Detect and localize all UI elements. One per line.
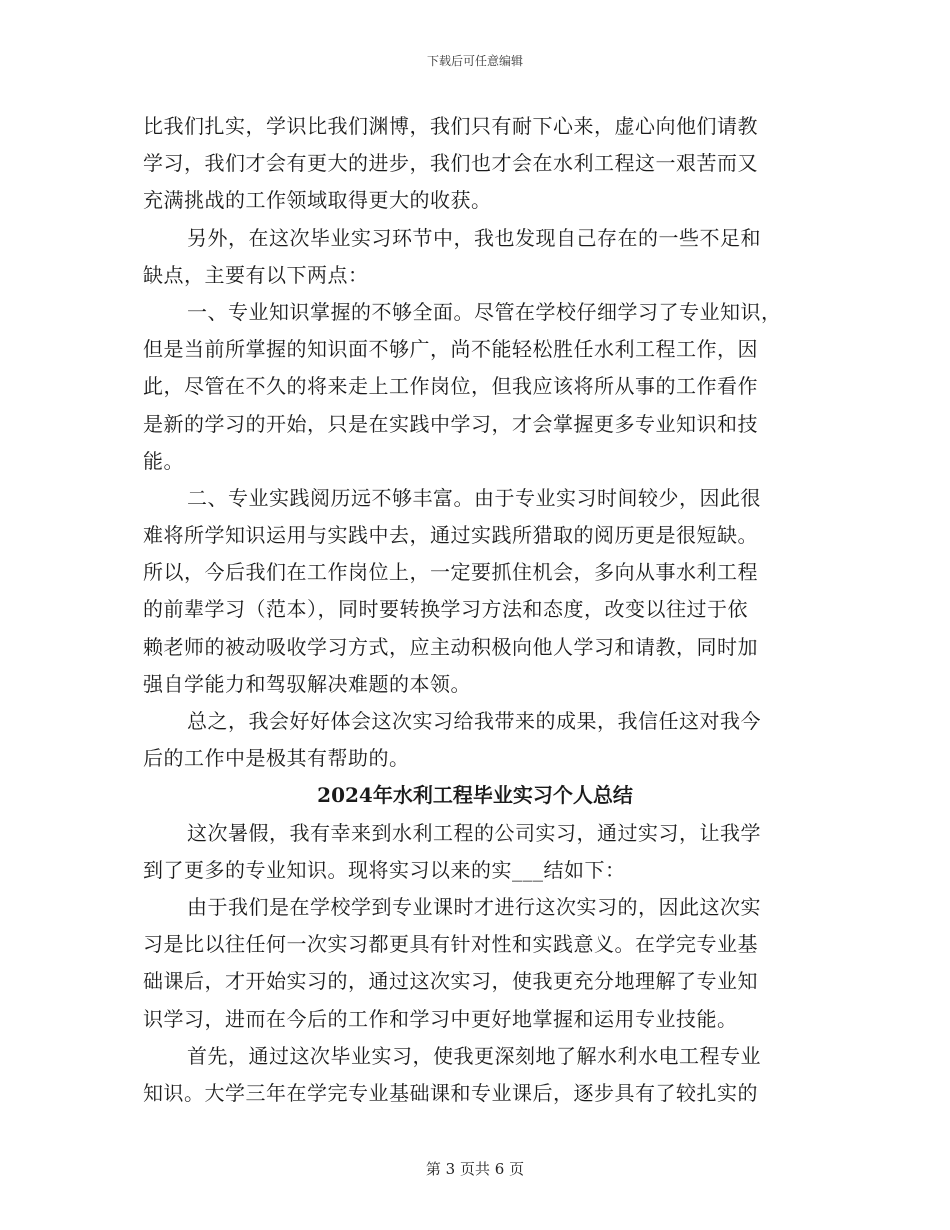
- text-line: 础课后，才开始实习的，通过这次实习，使我更充分地理解了专业知: [143, 969, 758, 994]
- text-line: 赖老师的被动吸收学习方式，应主动积极向他人学习和请教，同时加: [143, 634, 758, 659]
- document-body: [143, 108, 807, 1112]
- text-line: 首先，通过这次毕业实习，使我更深刻地了解水利水电工程专业: [187, 1043, 761, 1068]
- text-line: 习是比以往任何一次实习都更具有针对性和实践意义。在学完专业基: [143, 932, 758, 957]
- text-line: 一、专业知识掌握的不够全面。尽管在学校仔细学习了专业知识，: [187, 299, 782, 324]
- text-line: 充满挑战的工作领域取得更大的收获。: [143, 188, 492, 213]
- text-line: 由于我们是在学校学到专业课时才进行这次实习的，因此这次实: [187, 894, 761, 919]
- section-title: 2024年水利工程毕业实习个人总结: [317, 783, 633, 808]
- text-line: 但是当前所掌握的知识面不够广，尚不能轻松胜任水利工程工作，因: [143, 337, 758, 362]
- text-line: 另外，在这次毕业实习环节中，我也发现自己存在的一些不足和: [187, 225, 761, 250]
- text-line: 是新的学习的开始，只是在实践中学习，才会掌握更多专业知识和技: [143, 411, 758, 436]
- text-line: 所以，今后我们在工作岗位上，一定要抓住机会，多向从事水利工程: [143, 560, 758, 585]
- text-line: 到了更多的专业知识。现将实习以来的实___结如下：: [143, 857, 626, 882]
- text-line: 总之，我会好好体会这次实习给我带来的成果，我信任这对我今: [187, 709, 761, 733]
- page-header: 下载后可任意编辑: [426, 54, 523, 68]
- text-line: 难将所学知识运用与实践中去，通过实践所猎取的阅历更是很短缺。: [143, 523, 758, 548]
- page-footer: 第 3 页共 6 页: [425, 1160, 525, 1178]
- text-line: 比我们扎实，学识比我们渊博，我们只有耐下心来，虚心向他们请教: [143, 114, 758, 138]
- text-line: 知识。大学三年在学完专业基础课和专业课后，逐步具有了较扎实的: [143, 1080, 758, 1105]
- text-line: 识学习，进而在今后的工作和学习中更好地掌握和运用专业技能。: [143, 1006, 738, 1031]
- text-line: 二、专业实践阅历远不够丰富。由于专业实习时间较少，因此很: [187, 485, 761, 510]
- text-line: 学习，我们才会有更大的进步，我们也才会在水利工程这一艰苦而又: [143, 151, 758, 176]
- text-line: 后的工作中是极其有帮助的。: [143, 746, 410, 771]
- text-line: 这次暑假，我有幸来到水利工程的公司实习，通过实习，让我学: [187, 820, 761, 845]
- text-line: 缺点，主要有以下两点：: [143, 262, 369, 287]
- text-line: 能。: [143, 448, 184, 473]
- text-line: 强自学能力和驾驭解决难题的本领。: [143, 671, 471, 696]
- text-line: 此，尽管在不久的将来走上工作岗位，但我应该将所从事的工作看作: [143, 374, 758, 399]
- text-line: 的前辈学习（范本），同时要转换学习方法和态度，改变以往过于依: [143, 597, 748, 622]
